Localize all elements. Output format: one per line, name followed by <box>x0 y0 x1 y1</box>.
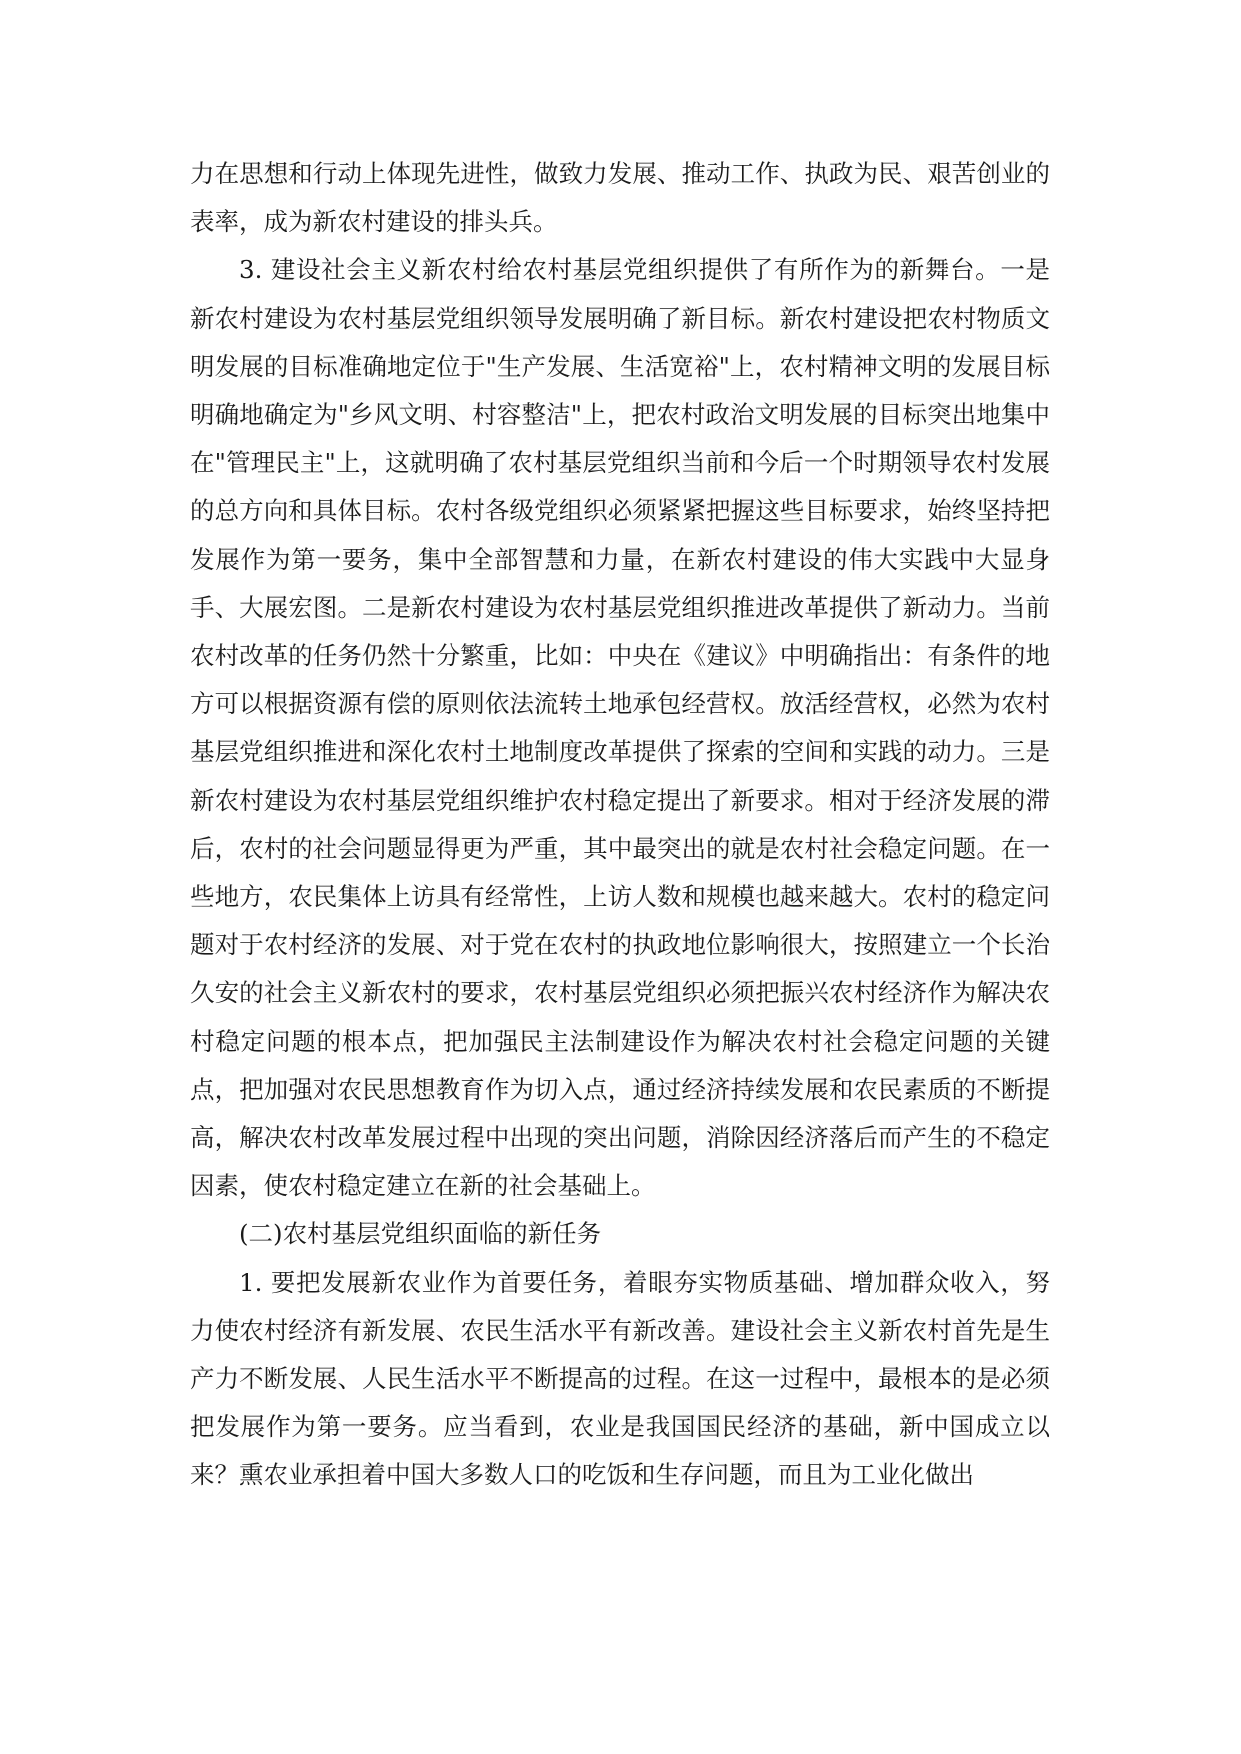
paragraph-1: 力在思想和行动上体现先进性，做致力发展、推动工作、执政为民、艰苦创业的表率，成为新农村建设的排头兵。 <box>190 159 1050 237</box>
paragraph-2: 3. 建设社会主义新农村给农村基层党组织提供了有所作为的新舞台。一是新农村建设为农村基层党组织领导发展明确了新目标。新农村建设把农村物质文明发展的目标准确地定位于"生产发展、生活宽裕"上，农村精神文明的发展目标明确地确定为"乡风文明、村容整洁"上，把农村政治文明发展的目标突出地集中在"管理民主"上，这就明确了农村基层党组织当前和今后一个时期领导农村发展的总方向和具体目标。农村各级党组织必须紧紧把握这些目标要求，始终坚持把发展作为第一要务，集中全部智慧和力量，在新农村建设的伟大实践中大显身手、大展宏图。二是新农村建设为农村基层党组织推进改革提供了新动力。当前农村改革的任务仍然十分繁重，比如：中央在《建议》中明确指出：有条件的地方可以根据资源有偿的原则依法流转土地承包经营权。放活经营权，必然为农村基层党组织推进和深化农村土地制度改革提供了探索的空间和实践的动力。三是新农村建设为农村基层党组织维护农村稳定提出了新要求。相对于经济发展的滞后，农村的社会问题显得更为严重，其中最突出的就是农村社会稳定问题。在一些地方，农民集体上访具有经常性，上访人数和规模也越来越大。农村的稳定问题对于农村经济的发展、对于党在农村的执政地位影响很大，按照建立一个长治久安的社会主义新农村的要求，农村基层党组织必须把振兴农村经济作为解决农村稳定问题的根本点，把加强民主法制建设作为解决农村社会稳定问题的关键点，把加强对农民思想教育作为切入点，通过经济持续发展和农民素质的不断提高，解决农村改革发展过程中出现的突出问题，消除因经济落后而产生的不稳定因素，使农村稳定建立在新的社会基础上。 <box>190 255 1050 1201</box>
document-page <box>190 150 1050 1500</box>
section-heading: (二)农村基层党组织面临的新任务 <box>239 1219 602 1249</box>
paragraph-3: 1. 要把发展新农业作为首要任务，着眼夯实物质基础、增加群众收入，努力使农村经济有新发展、农民生活水平有新改善。建设社会主义新农村首先是生产力不断发展、人民生活水平不断提高的过程。在这一过程中，最根本的是必须把发展作为第一要务。应当看到，农业是我国国民经济的基础，新中国成立以来？熏农业承担着中国大多数人口的吃饭和生存问题，而且为工业化做出 <box>190 1267 1050 1490</box>
